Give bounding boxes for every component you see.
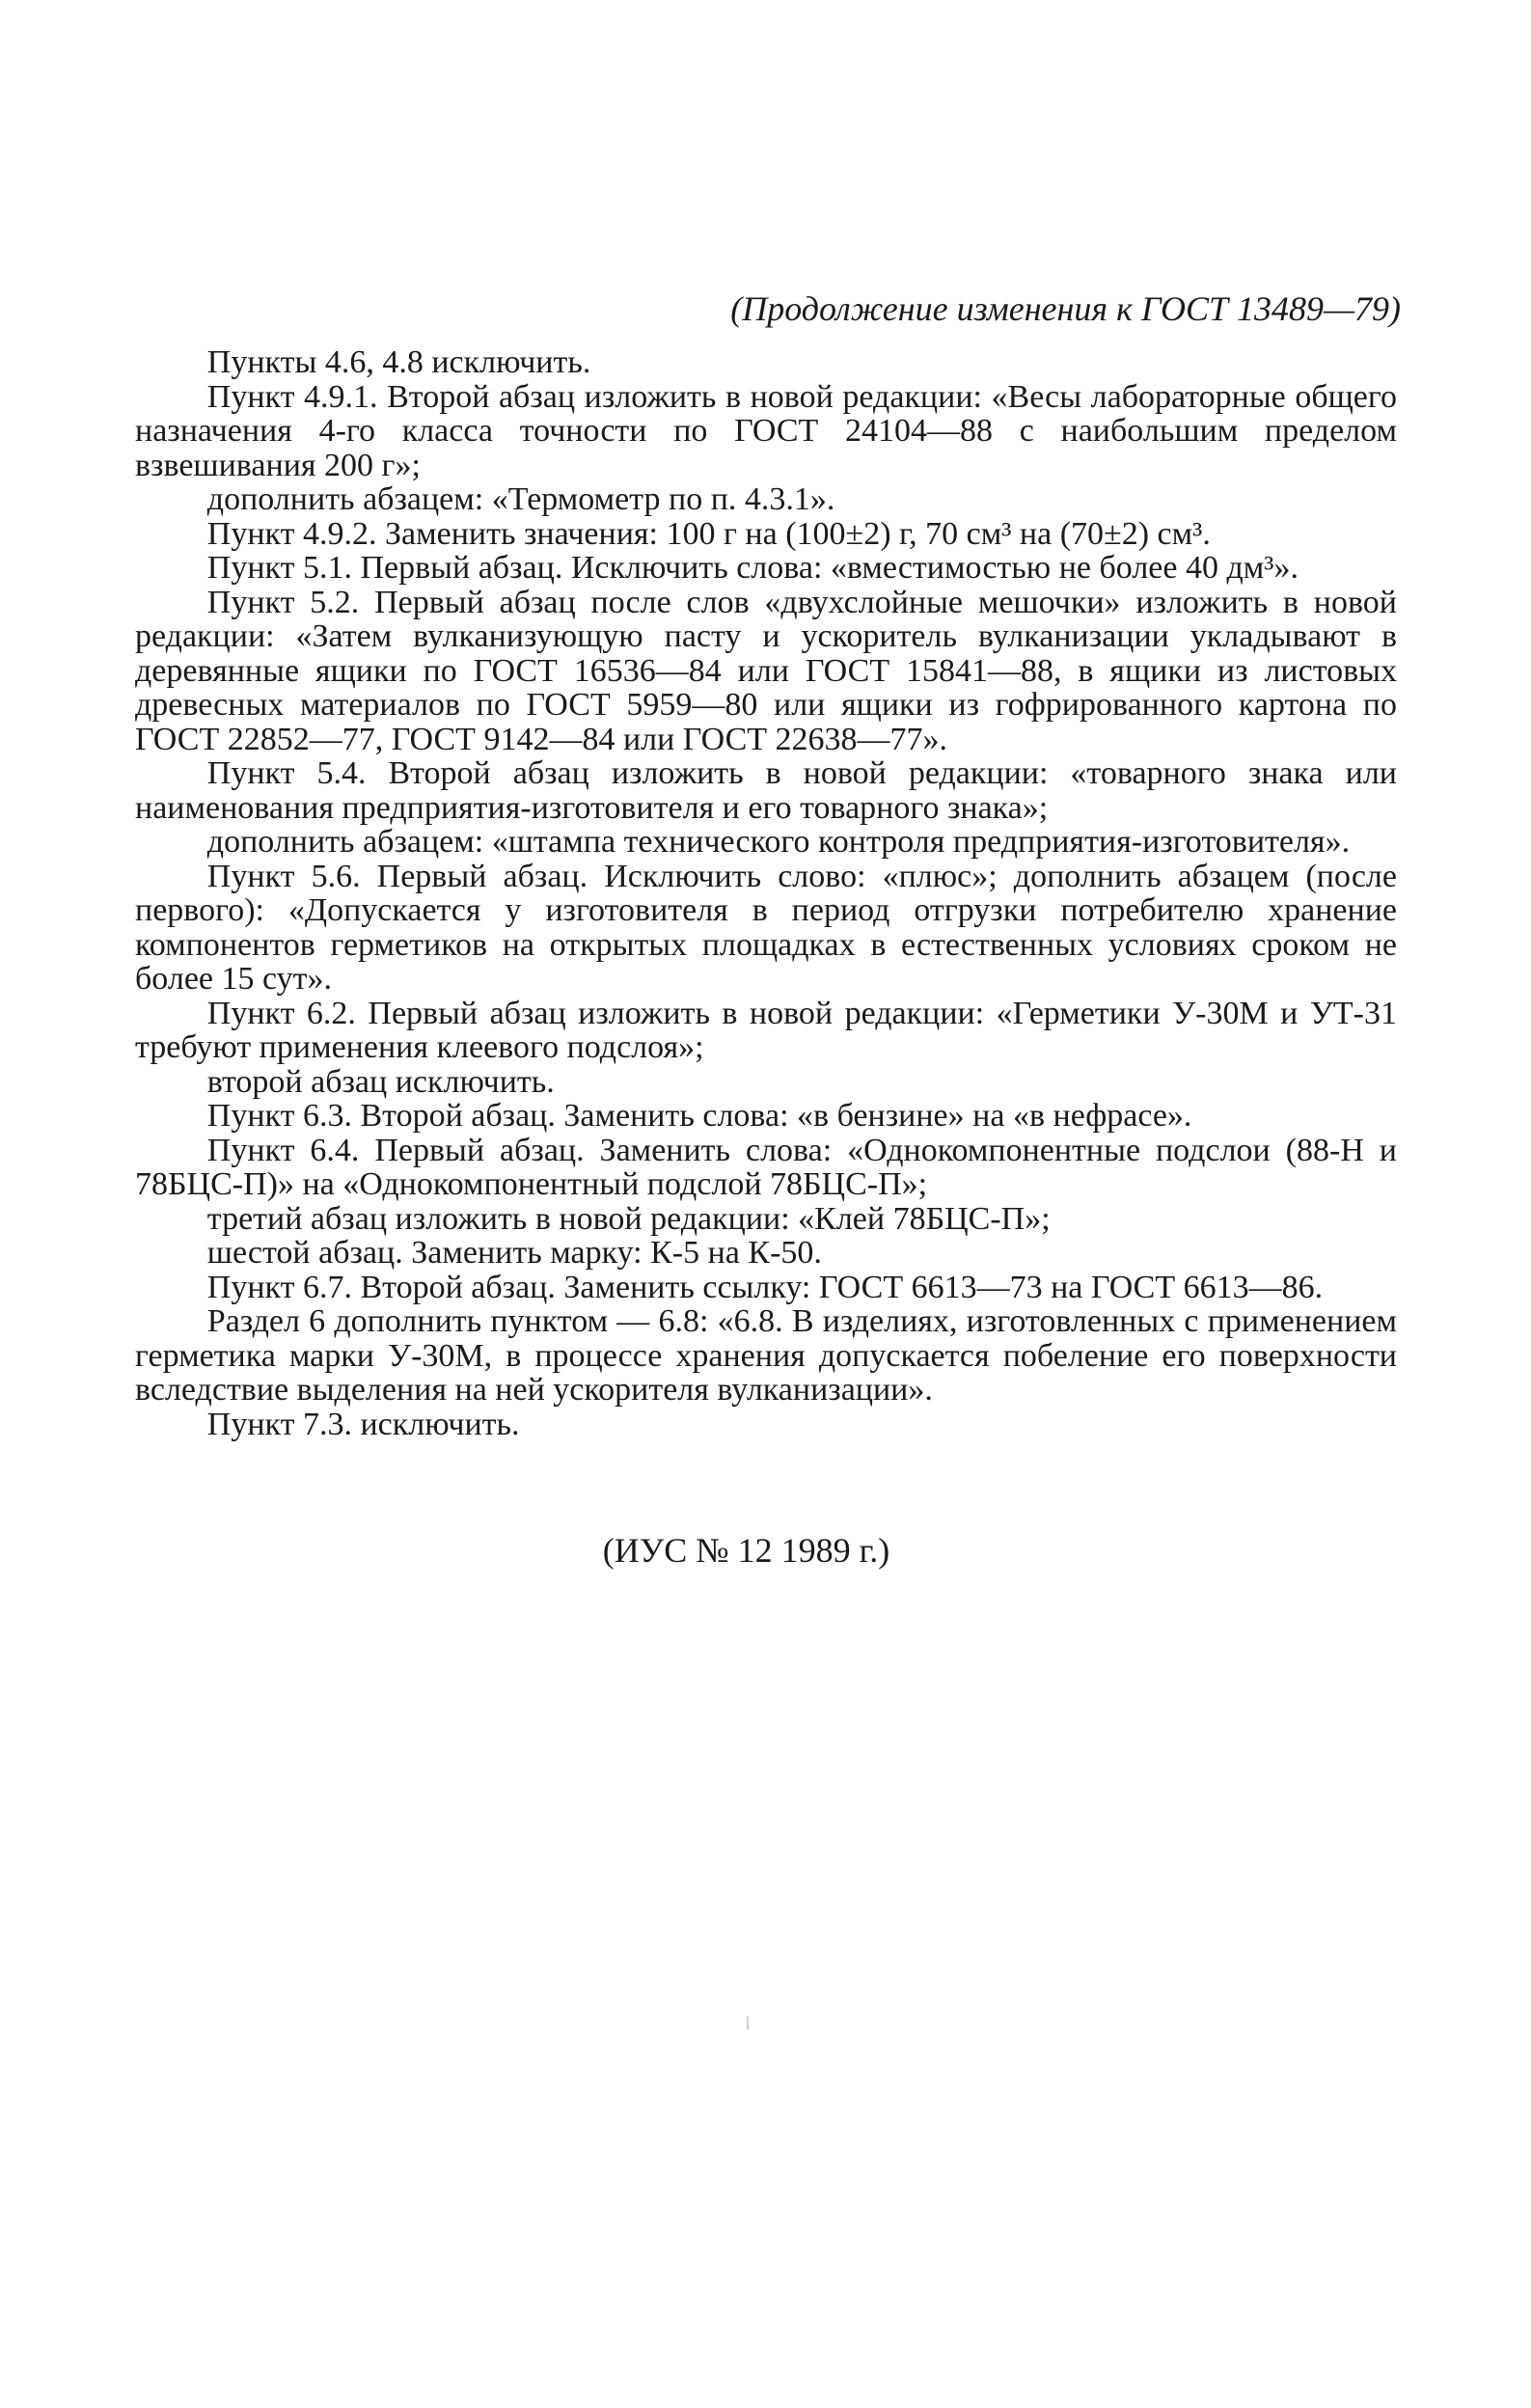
paragraph-item: Пункт 6.3. Второй абзац. Заменить слова: «в бензине» на «в нефрасе». (206, 1098, 1192, 1134)
paragraph-item: Пункт 7.3. исключить. (206, 1406, 520, 1442)
paragraph-item: Раздел 6 дополнить пунктом — 6.8: «6.8. В изделиях, изготовленных с применением герметика марки У-30М, в процессе хранения допускается побеление его поверхности вследствие выделения на ней ускорителя вулканизации». (135, 1303, 1397, 1408)
paragraph-item: Пункт 5.2. Первый абзац после слов «двухслойные мешочки» изложить в новой редакции: «Затем вулканизующую пасту и ускоритель вулканизации укладывают в деревянные ящики по ГОСТ 16536—84 или ГОСТ 15841—88, в ящики из листовых древесных материалов по ГОСТ 5959—80 или ящики из гофрированного картона по ГОСТ 22852—77, ГОСТ 9142—84 или ГОСТ 22638—77». (135, 584, 1397, 757)
scan-artifact (747, 2016, 749, 2030)
running-head: (Продолжение изменения к ГОСТ 13489—79) (730, 289, 1401, 328)
amendment-body (135, 345, 1397, 1441)
source-reference: (ИУС № 12 1989 г.) (602, 1531, 890, 1570)
paragraph-item: Пункт 5.4. Второй абзац изложить в новой редакции: «товарного знака или наименования предприятия-изготовителя и его товарного знака»; (135, 755, 1397, 826)
paragraph-item: второй абзац исключить. (206, 1063, 555, 1100)
paragraph-item: Пункт 4.9.2. Заменить значения: 100 г на (100±2) г, 70 см³ на (70±2) см³. (206, 515, 1211, 552)
paragraph-item: шестой абзац. Заменить марку: К-5 на К-50. (206, 1235, 822, 1271)
paragraph-item: Пункт 5.6. Первый абзац. Исключить слово: «плюс»; дополнить абзацем (после первого): «Допускается у изготовителя в период отгрузки потребителю хранение компонентов герметиков на открытых площадках в естественных условиях сроком не более 15 сут». (135, 858, 1397, 997)
paragraph-item: Пункт 6.2. Первый абзац изложить в новой редакции: «Герметики У-30М и УТ-31 требуют применения клеевого подслоя»; (135, 995, 1397, 1065)
paragraph-item: дополнить абзацем: «Термометр по п. 4.3.1». (206, 481, 835, 517)
paragraph-item: Пункты 4.6, 4.8 исключить. (206, 344, 591, 380)
paragraph-item: Пункт 5.1. Первый абзац. Исключить слова: «вместимостью не более 40 дм³». (206, 550, 1299, 586)
paragraph-item: Пункт 6.4. Первый абзац. Заменить слова: «Однокомпонентные подслои (88-Н и 78БЦС-П)» на «Однокомпонентный подслой 78БЦС-П»; (135, 1132, 1397, 1202)
paragraph-item: третий абзац изложить в новой редакции: «Клей 78БЦС-П»; (206, 1200, 1051, 1237)
paragraph-item: Пункт 4.9.1. Второй абзац изложить в новой редакции: «Весы лабораторные общего назначения 4-го класса точности по ГОСТ 24104—88 с наибольшим пределом взвешивания 200 г»; (135, 378, 1397, 483)
paragraph-item: Пункт 6.7. Второй абзац. Заменить ссылку: ГОСТ 6613—73 на ГОСТ 6613—86. (206, 1269, 1324, 1305)
paragraph-item: дополнить абзацем: «штампа технического контроля предприятия-изготовителя». (206, 824, 1351, 860)
